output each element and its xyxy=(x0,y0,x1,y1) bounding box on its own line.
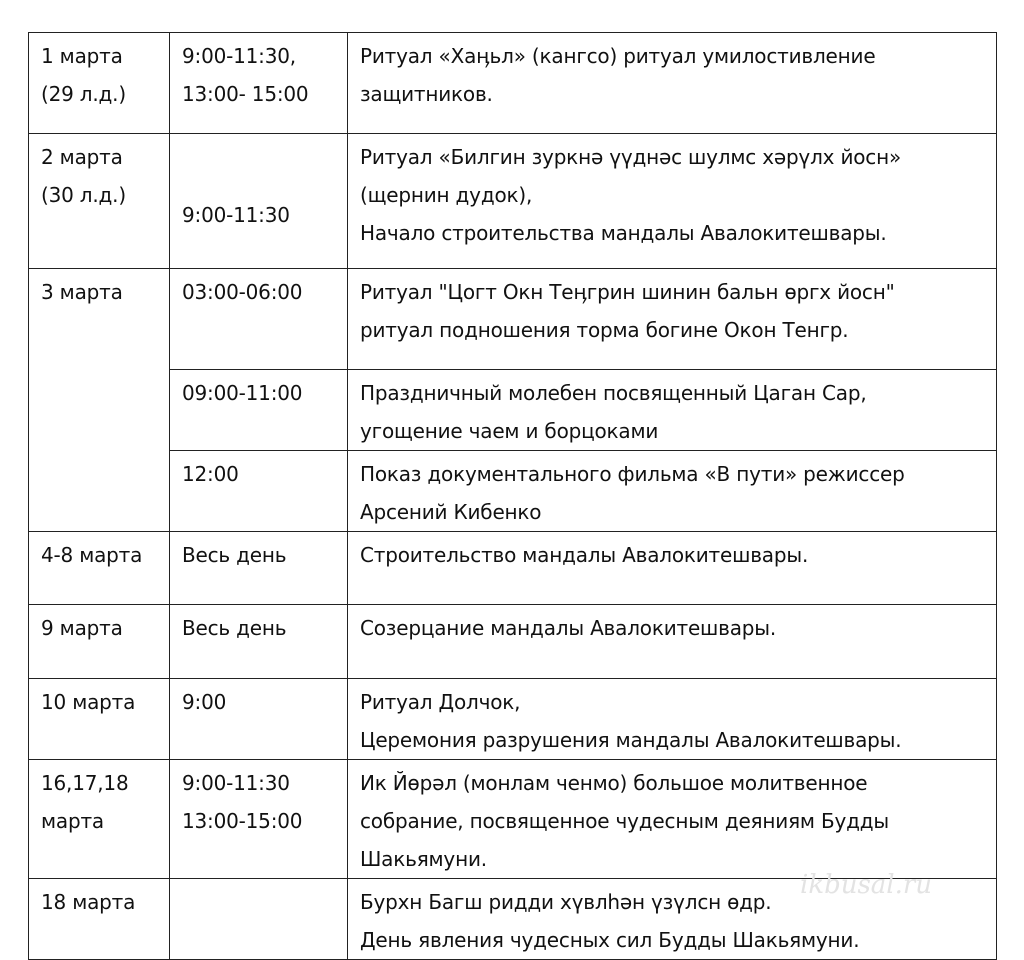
event-cell: Ритуал «Хаӊьл» (кангсо) ритуал умилостивление защитников. xyxy=(348,33,997,134)
time-cell: 9:00-11:30 xyxy=(170,134,348,269)
date-cell: 9 марта xyxy=(29,605,170,679)
event-cell: Праздничный молебен посвященный Цаган Сар, угощение чаем и борцоками xyxy=(348,370,997,451)
schedule-table xyxy=(28,32,997,960)
date-cell: 10 марта xyxy=(29,679,170,760)
table-row xyxy=(29,451,997,532)
time-cell: Весь день xyxy=(170,605,348,679)
event-cell: Ритуал Долчок, Церемония разрушения мандалы Авалокитешвары. xyxy=(348,679,997,760)
time-cell: 09:00-11:00 xyxy=(170,370,348,451)
table-row xyxy=(29,269,997,370)
time-cell: 9:00 xyxy=(170,679,348,760)
table-row xyxy=(29,370,997,451)
time-cell: 9:00-11:30 13:00-15:00 xyxy=(170,760,348,879)
event-cell: Ритуал "Цогт Окн Теӊгрин шинин бальн өргх йосн" ритуал подношения торма богине Окон Тенгр. xyxy=(348,269,997,370)
watermark-text: ikbusal.ru xyxy=(800,870,933,900)
time-cell: 12:00 xyxy=(170,451,348,532)
table-row xyxy=(29,134,997,269)
table-row xyxy=(29,33,997,134)
date-cell: 4-8 марта xyxy=(29,532,170,605)
time-cell: 03:00-06:00 xyxy=(170,269,348,370)
date-cell: 16,17,18 марта xyxy=(29,760,170,879)
table-row xyxy=(29,532,997,605)
event-cell: Строительство мандалы Авалокитешвары. xyxy=(348,532,997,605)
event-cell: Показ документального фильма «В пути» режиссер Арсений Кибенко xyxy=(348,451,997,532)
event-cell: Ритуал «Билгин зуркнә үүднәс шулмс хәрүлх йосн» (щернин дудок), Начало строительства мандалы Авалокитешвары. xyxy=(348,134,997,269)
date-cell: 18 марта xyxy=(29,879,170,960)
table-row xyxy=(29,605,997,679)
event-cell: Бурхн Багш ридди хүвлһән үзүлсн өдр. День явления чудесных сил Будды Шакьямуни. xyxy=(348,879,997,960)
time-cell xyxy=(170,879,348,960)
date-cell: 2 марта (30 л.д.) xyxy=(29,134,170,269)
date-cell: 1 марта (29 л.д.) xyxy=(29,33,170,134)
table-row xyxy=(29,679,997,760)
event-cell: Созерцание мандалы Авалокитешвары. xyxy=(348,605,997,679)
event-cell: Ик Йөрәл (монлам ченмо) большое молитвенное собрание, посвященное чудесным деяниям Будды Шакьямуни. xyxy=(348,760,997,879)
date-cell: 3 марта xyxy=(29,269,170,532)
table-row xyxy=(29,760,997,879)
time-cell: Весь день xyxy=(170,532,348,605)
time-cell: 9:00-11:30, 13:00- 15:00 xyxy=(170,33,348,134)
